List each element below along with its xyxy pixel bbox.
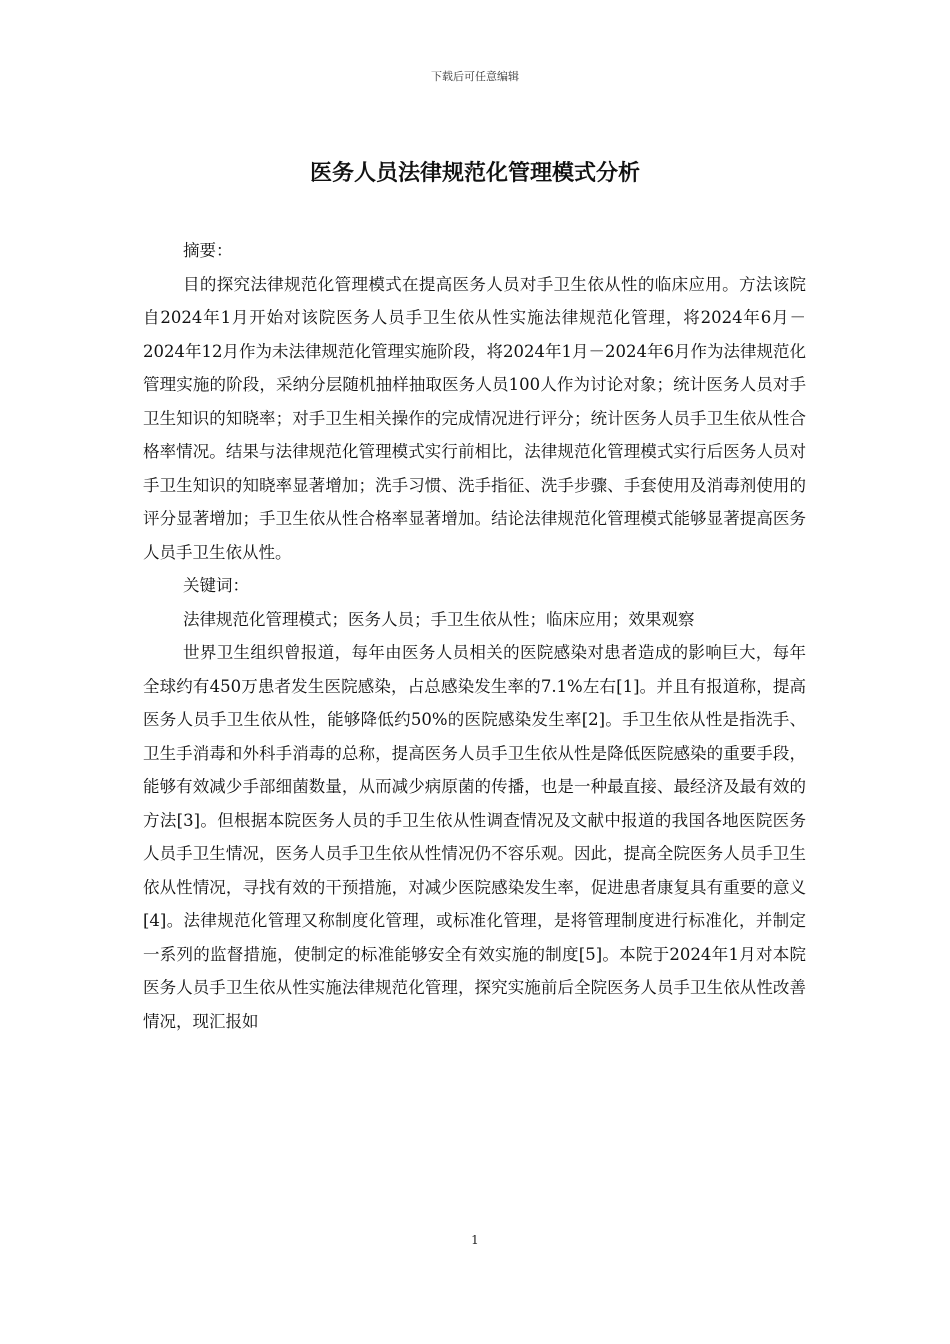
abstract-paragraph: 目的探究法律规范化管理模式在提高医务人员对手卫生依从性的临床应用。方法该院自2024年1月开始对该院医务人员手卫生依从性实施法律规范化管理，将2024年6月－2024年12月作为未法律规范化管理实施阶段，将2024年1月－2024年6月作为法律规范化管理实施的阶段，采纳分层随机抽样抽取医务人员100人作为讨论对象；统计医务人员对手卫生知识的知晓率；对手卫生相关操作的完成情况进行评分；统计医务人员手卫生依从性合格率情况。结果与法律规范化管理模式实行前相比，法律规范化管理模式实行后医务人员对手卫生知识的知晓率显著增加；洗手习惯、洗手指征、洗手步骤、手套使用及消毒剂使用的评分显著增加；手卫生依从性合格率显著增加。结论法律规范化管理模式能够显著提高医务人员手卫生依从性。: [143, 274, 806, 562]
document-title: 医务人员法律规范化管理模式分析: [309, 161, 640, 186]
keywords-label: 关键词：: [183, 576, 249, 595]
abstract-label: 摘要：: [183, 241, 233, 260]
intro-paragraph: 世界卫生组织曾报道，每年由医务人员相关的医院感染对患者造成的影响巨大，每年全球约有450万患者发生医院感染，占总感染发生率的7.1%左右[1]。并且有报道称，提高医务人员手卫生依从性，能够降低约50%的医院感染发生率[2]。手卫生依从性是指洗手、卫生手消毒和外科手消毒的总称，提高医务人员手卫生依从性是降低医院感染的重要手段，能够有效减少手部细菌数量，从而减少病原菌的传播，也是一种最直接、最经济及最有效的方法[3]。但根据本院医务人员的手卫生依从性调查情况及文献中报道的我国各地医院医务人员手卫生情况，医务人员手卫生依从性情况仍不容乐观。因此，提高全院医务人员手卫生依从性情况，寻找有效的干预措施，对减少医院感染发生率，促进患者康复具有重要的意义[4]。法律规范化管理又称制度化管理，或标准化管理，是将管理制度进行标准化，并制定一系列的监督措施，使制定的标准能够安全有效实施的制度[5]。本院于2024年1月对本院医务人员手卫生依从性实施法律规范化管理，探究实施前后全院医务人员手卫生依从性改善情况，现汇报如: [143, 643, 806, 1031]
keywords-paragraph: 法律规范化管理模式；医务人员；手卫生依从性；临床应用；效果观察: [183, 609, 695, 629]
document-body: [143, 234, 806, 1038]
header-note: 下载后可任意编辑: [431, 70, 519, 83]
page-number: 1: [471, 1233, 479, 1247]
